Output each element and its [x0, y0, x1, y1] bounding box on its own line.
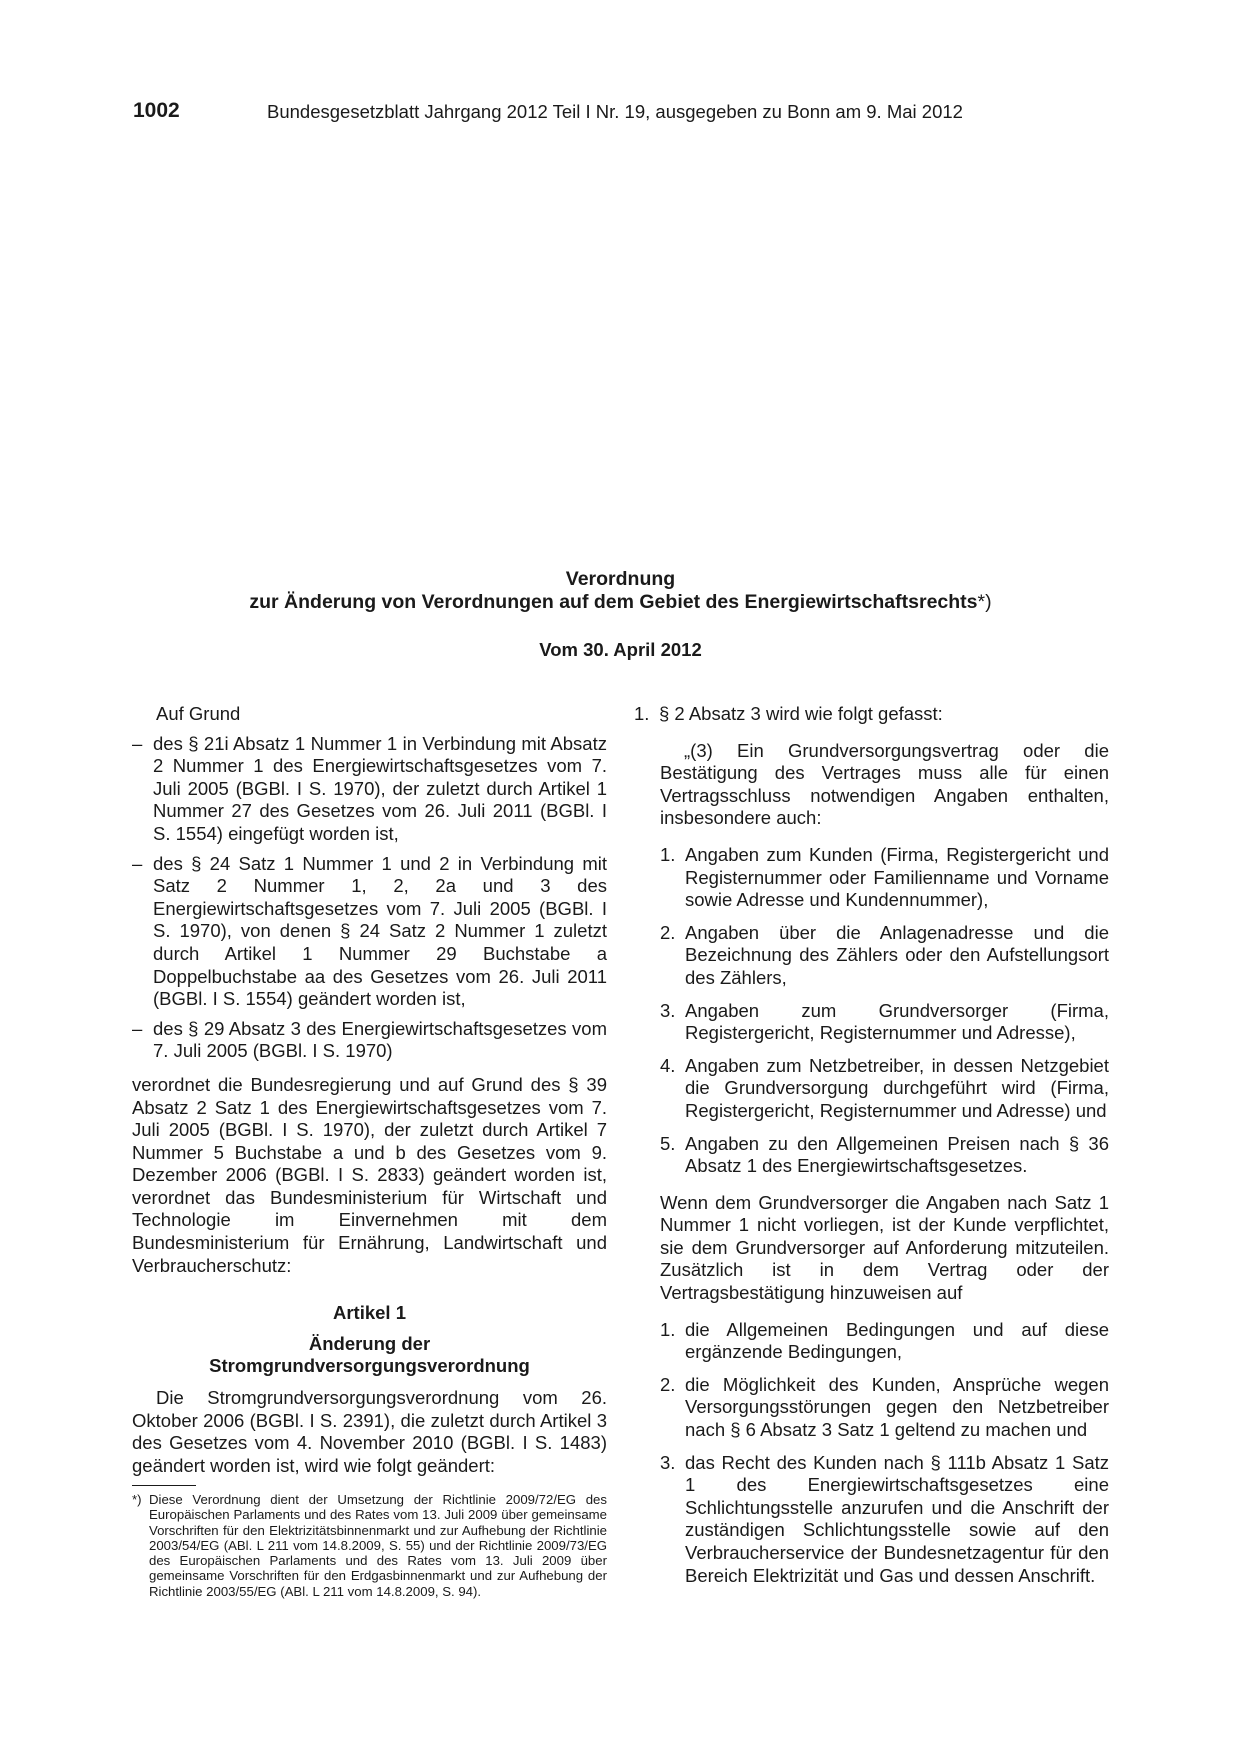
list-item: [660, 922, 1109, 990]
left-column: [132, 703, 607, 1477]
document-subtitle: [0, 591, 1241, 614]
subtitle-text: zur Änderung von Verordnungen auf dem Gebiet des Energiewirtschaftsrechts: [249, 591, 978, 613]
enactment-clause: verordnet die Bundesregierung und auf Grund des § 39 Absatz 2 Satz 1 des Energiewirtschaftsgesetzes vom 7. Juli 2005 (BGBl. I S. 1970), der zuletzt durch Artikel 7 Nummer 5 Buchstabe a und b des Gesetzes vom 9. Dezember 2006 (BGBl. I S. 2833) geändert worden ist, verordnet das Bundesministerium für Wirtschaft und Technologie im Einvernehmen mit dem Bundesministerium für Ernährung, Landwirtschaft und Verbraucherschutz:: [132, 1073, 607, 1276]
list-item: [660, 1319, 1109, 1364]
right-column: [634, 703, 1109, 1587]
quoted-provision: [634, 740, 1109, 1588]
quoted-intro: „(3) Ein Grundversorgungsvertrag oder die Bestätigung des Vertrages muss alle für einen Vertragsschluss notwendigen Angaben enthalten, insbesondere auch:: [660, 739, 1109, 829]
legal-basis-item: – des § 29 Absatz 3 des Energiewirtschaftsgesetzes vom 7. Juli 2005 (BGBl. I S. 1970): [132, 1018, 607, 1063]
footnote-text: Diese Verordnung dient der Umsetzung der Richtlinie 2009/72/EG des Europäischen Parlaments und des Rates vom 13. Juli 2009 über gemeinsame Vorschriften für den Elektrizitätsbinnenmarkt und zur Aufhebung der Richtlinie 2003/54/EG (ABl. L 211 vom 14.8.2009, S. 55) und der Richtlinie 2009/73/EG des Europäischen Parlaments und des Rates vom 13. Juli 2009 über gemeinsame Vorschriften für den Erdgasbinnenmarkt und zur Aufhebung der Richtlinie 2003/55/EG (ABl. L 211 vom 14.8.2009, S. 94).: [149, 1492, 607, 1599]
list-item-text: Angaben zum Kunden (Firma, Registergericht und Registernummer oder Familienname und Vorname sowie Adresse und Kundennummer),: [685, 843, 1109, 911]
list-item-number: 3.: [660, 999, 676, 1021]
list-item-text: Angaben zu den Allgemeinen Preisen nach § 36 Absatz 1 des Energiewirtschaftsgesetzes.: [685, 1132, 1109, 1177]
article-intro: Die Stromgrundversorgungsverordnung vom 26. Oktober 2006 (BGBl. I S. 2391), die zuletzt durch Artikel 3 des Gesetzes vom 4. November 2010 (BGBl. I S. 1483) geändert worden ist, wird wie folgt geändert:: [132, 1387, 607, 1476]
footnote: [132, 1492, 607, 1599]
article-title-line1: Änderung der: [308, 1332, 431, 1354]
list-item-number: 1.: [660, 843, 676, 865]
list-a: [660, 844, 1109, 1178]
intro-text: Auf Grund: [156, 703, 241, 724]
footnote-divider: [132, 1485, 196, 1486]
list-item-number: 2.: [660, 1373, 676, 1395]
article-number: Artikel 1: [332, 1302, 406, 1324]
list-item: [660, 1000, 1109, 1045]
list-item-text: die Möglichkeit des Kunden, Ansprüche wegen Versorgungsstörungen gegen den Netzbetreiber nach § 6 Absatz 3 Satz 1 geltend zu machen und: [685, 1373, 1109, 1441]
list-item: [660, 844, 1109, 912]
list-item-number: 1.: [660, 1318, 676, 1340]
list-item-number: 4.: [660, 1054, 676, 1076]
list-item-text: Angaben über die Anlagenadresse und die Bezeichnung des Zählers oder den Aufstellungsort des Zählers,: [685, 921, 1109, 988]
list-item-number: 5.: [660, 1132, 676, 1154]
legal-basis-item: – des § 21i Absatz 1 Nummer 1 in Verbindung mit Absatz 2 Nummer 1 des Energiewirtschaftsgesetzes vom 7. Juli 2005 (BGBl. I S. 1970), der zuletzt durch Artikel 1 Nummer 27 des Gesetzes vom 26. Juli 2011 (BGBl. I S. 1554) eingefügt worden ist,: [132, 733, 607, 846]
legal-basis-item: – des § 24 Satz 1 Nummer 1 und 2 in Verbindung mit Satz 2 Nummer 1, 2, 2a und 3 des Energiewirtschaftsgesetzes vom 7. Juli 2005 (BGBl. I S. 1970), von denen § 24 Satz 2 Nummer 1 zuletzt durch Artikel 1 Nummer 29 Buchstabe a Doppelbuchstabe aa des Gesetzes vom 26. Juli 2011 (BGBl. I S. 1554) geändert worden ist,: [132, 853, 607, 1011]
page-number: 1002: [133, 99, 180, 122]
list-item: [660, 1374, 1109, 1442]
list-item-text: das Recht des Kunden nach § 111b Absatz 1 Satz 1 des Energiewirtschaftsgesetzes eine Schlichtungsstelle anzurufen und die Anschrift der zuständigen Schlichtungsstelle sowie auf den Verbraucherservice der Bundesnetzagentur für den Bereich Elektrizität und Gas und dessen Anschrift.: [685, 1451, 1109, 1586]
amendment-number: 1.: [634, 703, 650, 724]
document-title: Verordnung: [565, 568, 676, 590]
running-header: Bundesgesetzblatt Jahrgang 2012 Teil I Nr. 19, ausgegeben zu Bonn am 9. Mai 2012: [267, 101, 963, 122]
list-item-text: die Allgemeinen Bedingungen und auf diese ergänzende Bedingungen,: [685, 1318, 1109, 1363]
list-item-number: 2.: [660, 921, 676, 943]
list-item-text: Angaben zum Netzbetreiber, in dessen Netzgebiet die Grundversorgung durchgeführt wird (Firma, Registergericht, Registernummer und Adresse) und: [685, 1054, 1109, 1121]
article-title-line2: Stromgrundversorgungsverordnung: [209, 1355, 530, 1377]
list-item-text: Angaben zum Grundversorger (Firma, Registergericht, Registernummer und Adresse),: [685, 999, 1109, 1044]
list-item: [660, 1452, 1109, 1588]
document-date: Vom 30. April 2012: [539, 639, 702, 660]
middle-paragraph: Wenn dem Grundversorger die Angaben nach Satz 1 Nummer 1 nicht vorliegen, ist der Kunde verpflichtet, sie dem Grundversorger auf Anforderung mitzuteilen. Zusätzlich ist in dem Vertrag oder der Vertragsbestätigung hinzuweisen auf: [660, 1191, 1109, 1304]
footnote-mark: *): [132, 1492, 142, 1507]
list-item: [660, 1055, 1109, 1123]
amendment-text: § 2 Absatz 3 wird wie folgt gefasst:: [659, 703, 943, 724]
list-b: [660, 1319, 1109, 1588]
footnote-reference: *): [977, 591, 992, 613]
amendment-item: [634, 703, 1109, 726]
list-item-number: 3.: [660, 1451, 676, 1473]
list-item: [660, 1133, 1109, 1178]
